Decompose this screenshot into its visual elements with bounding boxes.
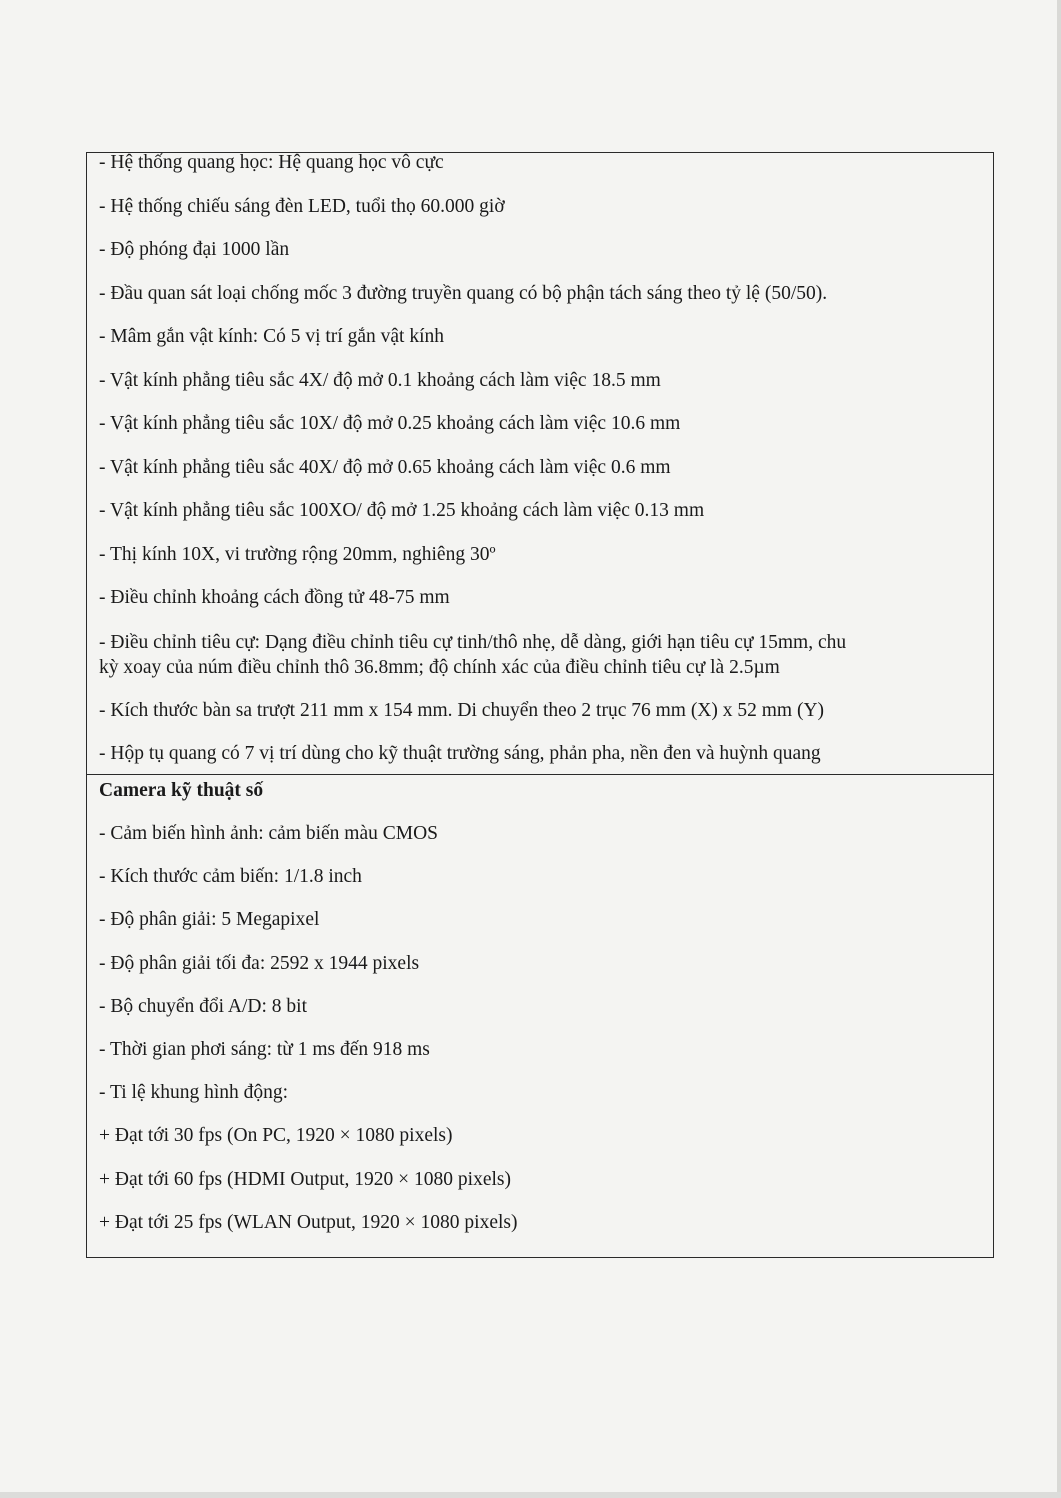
spec-sub-line: + Đạt tới 30 fps (On PC, 1920 × 1080 pixels) [99, 1125, 453, 1147]
spec-line: - Cảm biến hình ảnh: cảm biến màu CMOS [99, 823, 439, 844]
spec-sub-line: + Đạt tới 25 fps (WLAN Output, 1920 × 1080 pixels) [99, 1211, 518, 1233]
microscope-spec-cell [87, 151, 993, 774]
camera-spec-cell [87, 774, 993, 1257]
spec-line: - Vật kính phẳng tiêu sắc 4X/ độ mở 0.1 khoảng cách làm việc 18.5 mm [99, 369, 661, 391]
spec-line-continued: kỳ xoay của núm điều chỉnh thô 36.8mm; độ chính xác của điều chỉnh tiêu cự là 2.5µm [99, 656, 780, 678]
focus-adjust-spec [99, 630, 981, 680]
spec-line: - Vật kính phẳng tiêu sắc 100XO/ độ mở 1.25 khoảng cách làm việc 0.13 mm [99, 500, 705, 521]
spec-line: - Hộp tụ quang có 7 vị trí dùng cho kỹ thuật trường sáng, phản pha, nền đen và huỳnh quang [99, 743, 821, 764]
spec-line: - Đầu quan sát loại chống mốc 3 đường truyền quang có bộ phận tách sáng theo tỷ lệ (50/50). [99, 282, 828, 304]
spec-line: - Mâm gắn vật kính: Có 5 vị trí gắn vật kính [99, 326, 444, 347]
page-edge [1057, 0, 1061, 1498]
spec-line: - Độ phóng đại 1000 lần [99, 239, 290, 260]
spec-line: - Điều chỉnh khoảng cách đồng tử 48-75 mm [99, 587, 450, 608]
spec-table [86, 152, 994, 1258]
spec-line: - Vật kính phẳng tiêu sắc 10X/ độ mở 0.25 khoảng cách làm việc 10.6 mm [99, 413, 681, 434]
section-heading: Camera kỹ thuật số [99, 780, 264, 801]
spec-line: - Hệ thống quang học: Hệ quang học vô cực [99, 152, 444, 173]
spec-line: - Hệ thống chiếu sáng đèn LED, tuổi thọ 60.000 giờ [99, 195, 505, 217]
spec-line: - Điều chỉnh tiêu cự: Dạng điều chỉnh tiêu cự tinh/thô nhẹ, dễ dàng, giới hạn tiêu cự 15mm, chu [99, 631, 847, 653]
spec-line: - Độ phân giải: 5 Megapixel [99, 909, 320, 931]
spec-line: - Vật kính phẳng tiêu sắc 40X/ độ mở 0.65 khoảng cách làm việc 0.6 mm [99, 456, 671, 478]
spec-line: - Kích thước cảm biến: 1/1.8 inch [99, 866, 362, 888]
spec-line: - Thời gian phơi sáng: từ 1 ms đến 918 ms [99, 1038, 430, 1060]
spec-line: - Bộ chuyển đổi A/D: 8 bit [99, 995, 307, 1017]
page-edge [0, 1492, 1061, 1498]
spec-line: - Kích thước bàn sa trượt 211 mm x 154 mm. Di chuyển theo 2 trục 76 mm (X) x 52 mm (Y) [99, 699, 825, 721]
spec-line: - Thị kính 10X, vi trường rộng 20mm, nghiêng 30º [99, 543, 496, 565]
spec-line: - Độ phân giải tối đa: 2592 x 1944 pixels [99, 952, 420, 974]
spec-line: - Ti lệ khung hình động: [99, 1082, 289, 1104]
spec-sub-line: + Đạt tới 60 fps (HDMI Output, 1920 × 1080 pixels) [99, 1168, 511, 1190]
